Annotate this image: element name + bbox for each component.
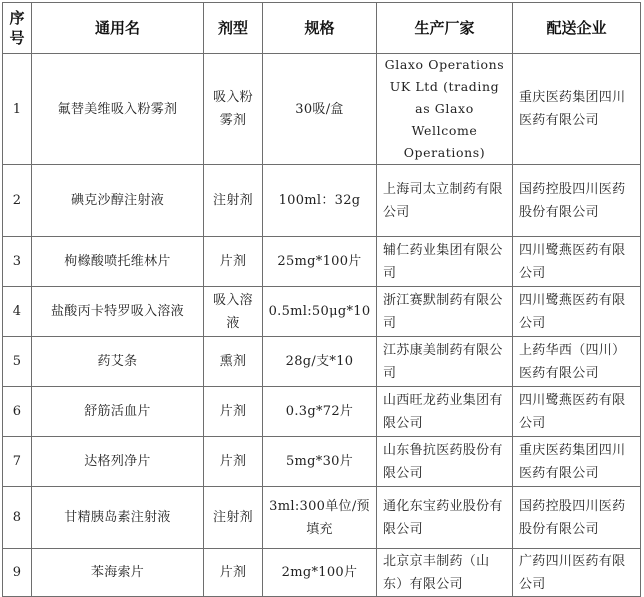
drug-distribution-table	[2, 2, 641, 597]
generic-name: 氟替美维吸入粉雾剂	[32, 54, 204, 165]
header-dosage-form: 剂型	[204, 3, 263, 54]
header-manufacturer: 生产厂家	[377, 3, 513, 54]
generic-name: 枸橼酸喷托维林片	[32, 237, 204, 287]
table-row	[3, 337, 641, 387]
header-distributor: 配送企业	[513, 3, 641, 54]
dosage-form: 吸入粉雾剂	[204, 54, 263, 165]
distributor: 四川鹭燕医药有限公司	[513, 387, 641, 437]
dosage-form: 片剂	[204, 387, 263, 437]
specification: 2mg*100片	[263, 549, 377, 597]
manufacturer: 江苏康美制药有限公司	[377, 337, 513, 387]
distributor: 四川鹭燕医药有限公司	[513, 237, 641, 287]
header-specification: 规格	[263, 3, 377, 54]
row-index: 1	[3, 54, 32, 165]
row-index: 9	[3, 549, 32, 597]
table-row	[3, 487, 641, 549]
generic-name: 舒筋活血片	[32, 387, 204, 437]
distributor: 上药华西（四川）医药有限公司	[513, 337, 641, 387]
header-index: 序 号	[3, 3, 32, 54]
table-row	[3, 165, 641, 237]
manufacturer: 山东鲁抗医药股份有限公司	[377, 437, 513, 487]
dosage-form: 片剂	[204, 237, 263, 287]
table-row	[3, 387, 641, 437]
manufacturer: Glaxo Operations UK Ltd (trading as Glaxo Wellcome Operations)	[377, 54, 513, 165]
specification: 5mg*30片	[263, 437, 377, 487]
manufacturer: 北京京丰制药（山东）有限公司	[377, 549, 513, 597]
dosage-form: 注射剂	[204, 165, 263, 237]
row-index: 7	[3, 437, 32, 487]
specification: 30吸/盒	[263, 54, 377, 165]
generic-name: 碘克沙醇注射液	[32, 165, 204, 237]
dosage-form: 片剂	[204, 437, 263, 487]
distributor: 重庆医药集团四川医药有限公司	[513, 54, 641, 165]
row-index: 6	[3, 387, 32, 437]
distributor: 国药控股四川医药股份有限公司	[513, 487, 641, 549]
specification: 28g/支*10	[263, 337, 377, 387]
generic-name: 达格列净片	[32, 437, 204, 487]
table-row	[3, 287, 641, 337]
distributor: 重庆医药集团四川医药有限公司	[513, 437, 641, 487]
row-index: 8	[3, 487, 32, 549]
dosage-form: 片剂	[204, 549, 263, 597]
manufacturer: 辅仁药业集团有限公司	[377, 237, 513, 287]
specification: 0.5ml:50μg*10	[263, 287, 377, 337]
row-index: 4	[3, 287, 32, 337]
header-row	[3, 3, 641, 54]
table-row	[3, 549, 641, 597]
table-row	[3, 437, 641, 487]
distributor: 四川鹭燕医药有限公司	[513, 287, 641, 337]
row-index: 2	[3, 165, 32, 237]
manufacturer: 山西旺龙药业集团有限公司	[377, 387, 513, 437]
distributor: 广药四川医药有限公司	[513, 549, 641, 597]
specification: 0.3g*72片	[263, 387, 377, 437]
manufacturer: 浙江赛默制药有限公司	[377, 287, 513, 337]
header-generic-name: 通用名	[32, 3, 204, 54]
generic-name: 苯海索片	[32, 549, 204, 597]
specification: 3ml:300单位/预填充	[263, 487, 377, 549]
specification: 25mg*100片	[263, 237, 377, 287]
manufacturer: 上海司太立制药有限公司	[377, 165, 513, 237]
generic-name: 甘精胰岛素注射液	[32, 487, 204, 549]
table-row	[3, 237, 641, 287]
row-index: 3	[3, 237, 32, 287]
manufacturer: 通化东宝药业股份有限公司	[377, 487, 513, 549]
dosage-form: 吸入溶液	[204, 287, 263, 337]
dosage-form: 注射剂	[204, 487, 263, 549]
row-index: 5	[3, 337, 32, 387]
dosage-form: 熏剂	[204, 337, 263, 387]
table-row	[3, 54, 641, 165]
distributor: 国药控股四川医药股份有限公司	[513, 165, 641, 237]
generic-name: 盐酸丙卡特罗吸入溶液	[32, 287, 204, 337]
generic-name: 药艾条	[32, 337, 204, 387]
specification: 100ml：32g	[263, 165, 377, 237]
